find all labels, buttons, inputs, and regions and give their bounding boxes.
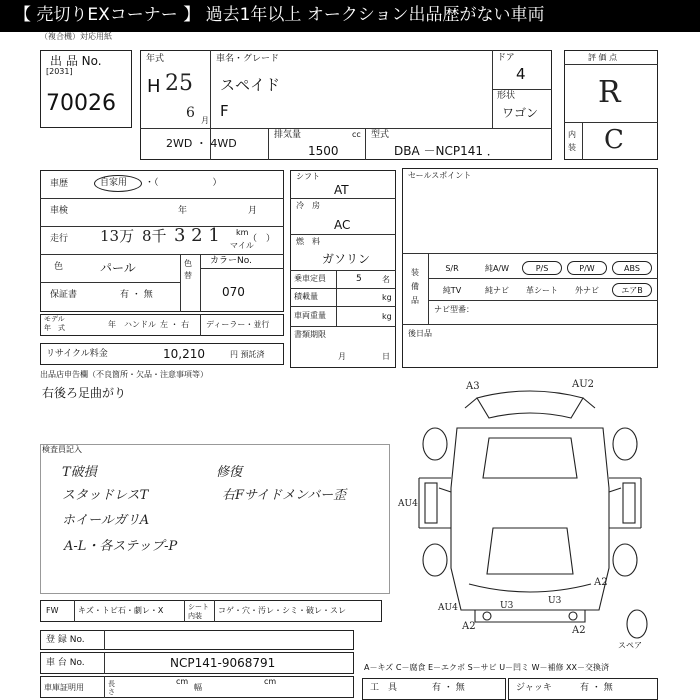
ac-value: AC <box>334 218 351 232</box>
model-label: 型式 <box>371 130 390 140</box>
inspector-note-2: スタッドレスT <box>62 488 149 503</box>
seat-items: コゲ・穴・汚レ・シミ・破レ・スレ <box>218 606 346 615</box>
equipment-item: 革シート <box>526 286 558 295</box>
model-value: DBA －NCP141 ． <box>394 144 499 158</box>
displacement-label: 排気量 <box>274 130 302 140</box>
mileage-unit-mile: マイル <box>230 241 254 250</box>
model-year-handle-value: 左 ・ 右 <box>160 320 190 329</box>
warranty-value: 有 ・ 無 <box>120 290 153 300</box>
shape-label: 形状 <box>497 91 516 101</box>
mileage-unit-km: km <box>236 228 249 237</box>
registration-row <box>40 630 354 650</box>
history-choice: 自家用 <box>100 178 128 188</box>
top-note: （複合機）対応用紙 <box>40 32 112 41</box>
capacity-value: 5 <box>356 274 362 284</box>
shape-value: ワゴン <box>502 106 539 120</box>
damage-legend: A－キズ C－腐食 E－エクボ S－サビ U－凹ミ W－補修 XX－交換済 <box>364 663 610 672</box>
equipment-item: 外ナビ <box>575 286 599 295</box>
chassis-value: NCP141-9068791 <box>170 656 276 670</box>
equipment-item: P/S <box>522 261 562 275</box>
history-label: 車歴 <box>50 179 69 189</box>
recycle-unit: 円 預託済 <box>230 350 265 359</box>
ac-label: 冷 房 <box>296 201 320 210</box>
inspector-note-6: 右Fサイドメンバー歪 <box>222 488 347 503</box>
reg-period-day: 日 <box>382 352 390 361</box>
mark-au2: AU2 <box>572 379 595 390</box>
equipment-label: 装備品 <box>411 268 419 305</box>
drive-value: 2WD ・ 4WD <box>166 137 237 150</box>
weight-label: 車両重量 <box>294 311 326 320</box>
mark-u3-right: U3 <box>548 596 562 606</box>
equipment-item: ABS <box>612 261 652 275</box>
mileage-label: 走行 <box>50 234 69 244</box>
load-label: 積載量 <box>294 292 318 301</box>
spare-label: スペア <box>618 641 642 650</box>
fw-label: FW <box>46 606 59 615</box>
recycle-value: 10,210 <box>163 347 205 361</box>
seat-label: シート内装 <box>188 603 209 620</box>
year-month-unit: 月 <box>201 116 209 125</box>
lot-small: [2031] <box>46 67 73 76</box>
inspection-year: 年 <box>178 206 188 216</box>
lot-number: 70026 <box>46 91 116 116</box>
color-value: パール <box>100 261 136 275</box>
rating-score: R <box>598 75 621 110</box>
colorno-value: 070 <box>222 285 245 299</box>
fw-items: キズ・トビ石・劇レ・X <box>78 606 164 615</box>
equipment-item: S/R <box>445 264 459 273</box>
history-rest: ・（ ） <box>145 178 222 188</box>
year-value: 25 <box>165 71 193 96</box>
shift-label: シフト <box>296 172 320 181</box>
mileage-paren: （ ） <box>248 234 276 244</box>
mark-a2-side: A2 <box>594 577 608 588</box>
car-grade: F <box>220 102 229 120</box>
mark-a3: A3 <box>466 381 480 392</box>
condition-label: 出品店申告欄（不良箇所・欠品・注意事項等） <box>40 370 208 379</box>
inspector-note-3: ホイールガリA <box>62 513 150 528</box>
chassis-label: 車 台 No. <box>46 658 85 668</box>
colorno-label: カラーNo. <box>210 256 252 266</box>
inspector-note-1: T破損 <box>62 465 97 480</box>
displacement-value: 1500 <box>308 144 339 158</box>
jack-label: ジャッキ <box>516 683 552 693</box>
inspector-label: 検査員記入 <box>42 445 82 454</box>
inspector-note-4: A-L・各ステップ-P <box>64 539 178 554</box>
car-damage-diagram <box>395 378 665 640</box>
garage-cert-long: 長さ <box>108 680 115 696</box>
recycle-label: リサイクル料金 <box>46 349 108 359</box>
banner-text: 【 売切りEXコーナー 】 過去1年以上 オークション出品歴がない車両 <box>14 5 545 25</box>
weight-unit: kg <box>382 312 392 321</box>
mileage-sen: 8千 <box>142 227 167 245</box>
rating-label: 評 価 点 <box>588 53 618 62</box>
warranty-label: 保証書 <box>50 290 78 300</box>
jack-value: 有 ・ 無 <box>580 683 613 693</box>
garage-cert-cm-2: cm <box>264 677 277 686</box>
color-change-label: 色替 <box>184 259 192 280</box>
model-year-label-top: モデル <box>44 315 65 323</box>
sales-point-label: セールスポイント <box>408 171 472 180</box>
color-label: 色 <box>54 262 64 272</box>
mark-au4-side: AU4 <box>398 499 418 509</box>
mark-a2-front: A2 <box>462 621 476 632</box>
garage-cert-width: 幅 <box>194 683 202 692</box>
doors-value: 4 <box>516 65 526 83</box>
reg-period-month: 月 <box>338 352 346 361</box>
inspector-note-5: 修復 <box>216 465 243 480</box>
model-year-handle: ハンドル <box>124 320 156 329</box>
garage-cert-cm-1: cm <box>176 677 189 686</box>
banner-bar <box>0 0 700 32</box>
car-name: スペイド <box>220 76 281 94</box>
interior-label: 内装 <box>568 130 576 152</box>
interior-score: C <box>604 125 624 155</box>
inspection-label: 車検 <box>50 206 69 216</box>
mileage-man: 13万 <box>100 227 135 245</box>
displacement-unit: cc <box>352 130 361 139</box>
tools-value: 有 ・ 無 <box>432 683 465 693</box>
registration-label: 登 録 No. <box>46 635 85 645</box>
equipment-item: P/W <box>567 261 607 275</box>
model-year-label-bottom: 年 式 <box>44 324 65 332</box>
capacity-unit: 名 <box>382 275 390 284</box>
reg-period-label: 書類期限 <box>294 330 326 339</box>
equipment-item: 純ナビ <box>485 286 509 295</box>
lot-label: 出 品 No. <box>50 54 102 68</box>
tools-label: 工 具 <box>370 683 398 693</box>
mark-a2-bottom: A2 <box>572 625 586 636</box>
condition-text: 右後ろ足曲がり <box>42 386 127 400</box>
equipment-item: 純A/W <box>484 264 510 273</box>
year-era: H <box>147 76 161 97</box>
fuel-label: 燃 料 <box>296 237 320 246</box>
doors-label: ドア <box>497 53 515 63</box>
equipment-item: エアB <box>612 283 652 297</box>
year-label: 年式 <box>146 54 165 64</box>
grade-label: 車名・グレード <box>216 54 280 64</box>
mark-u3-left: U3 <box>500 601 514 611</box>
load-unit: kg <box>382 293 392 302</box>
fuel-value: ガソリン <box>322 252 371 266</box>
mileage-rest: 3 2 1 <box>174 225 220 246</box>
mark-au4-front: AU4 <box>438 603 458 613</box>
model-year-year: 年 <box>108 320 116 329</box>
navi-model-label: ナビ型番： <box>434 305 474 314</box>
repairs-label: 後日品 <box>408 329 432 338</box>
inspection-month: 月 <box>248 206 258 216</box>
model-year-dealer: ディーラー・並行 <box>206 320 270 329</box>
year-month: 6 <box>186 105 195 121</box>
shift-value: AT <box>334 183 349 197</box>
capacity-label: 乗車定員 <box>294 274 326 283</box>
equipment-item: 純TV <box>442 286 462 295</box>
garage-cert-label: 車庫証明用 <box>44 683 84 692</box>
